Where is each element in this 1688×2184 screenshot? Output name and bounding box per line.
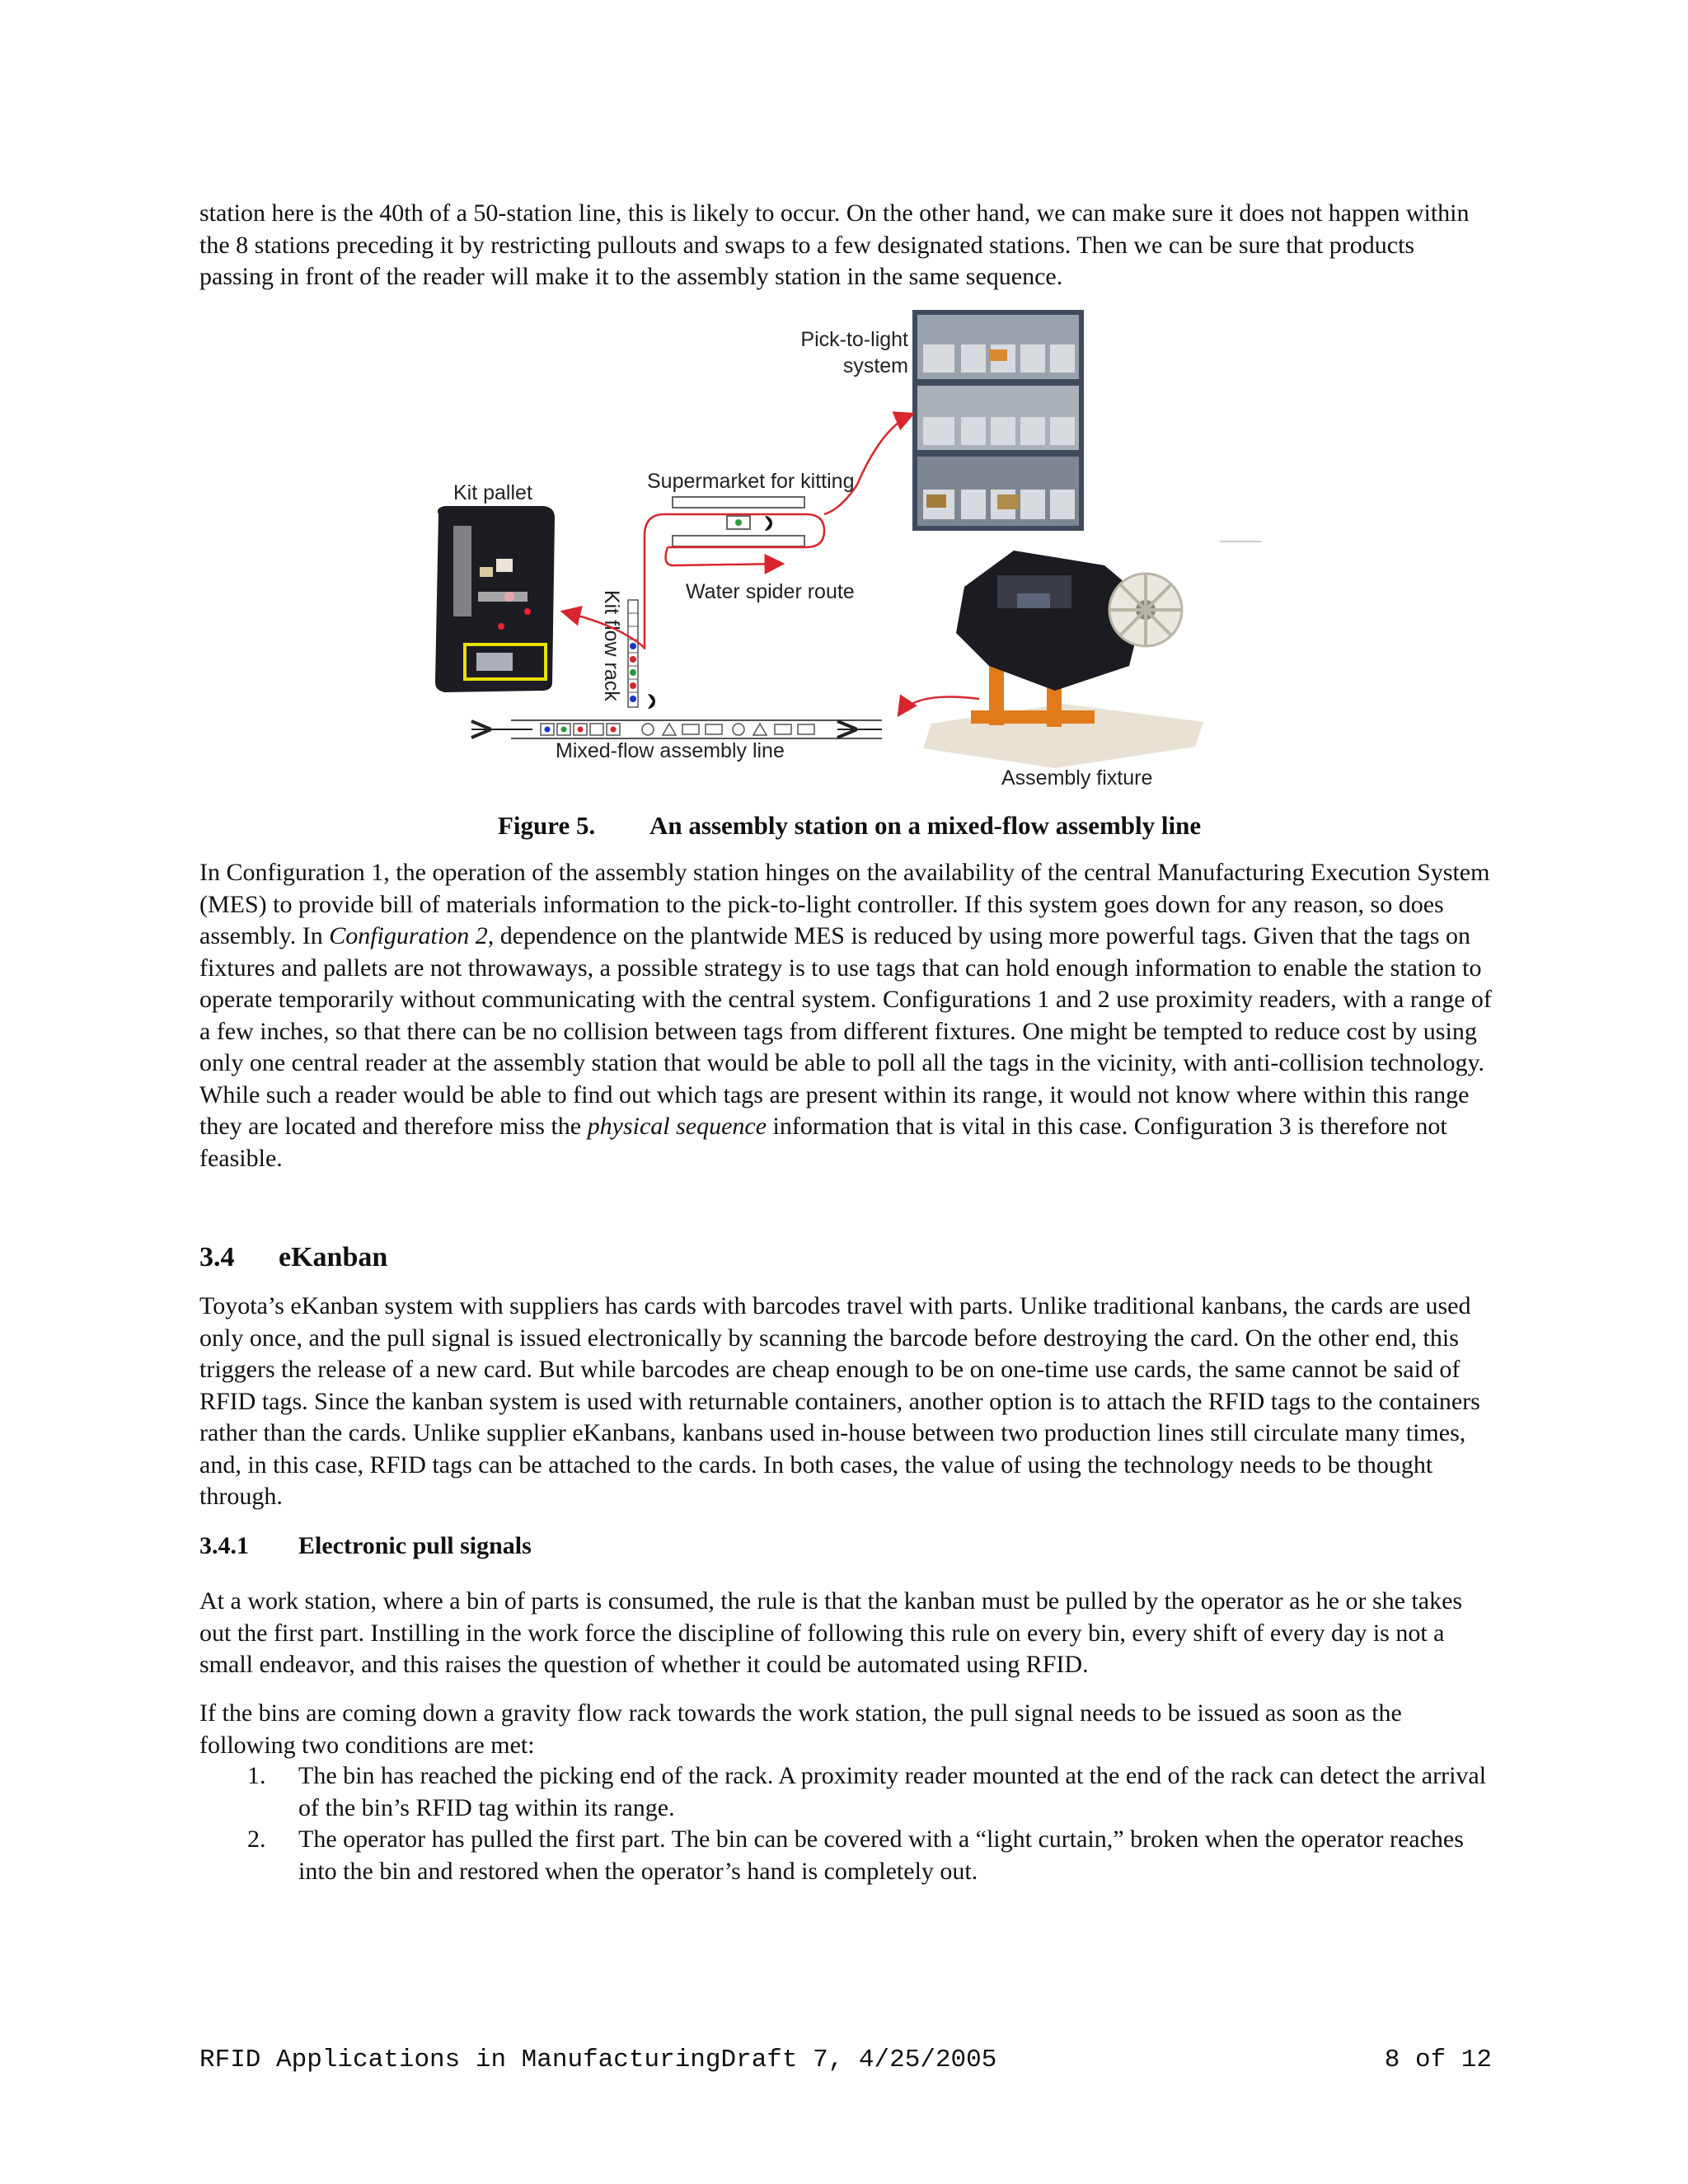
conditions-list bbox=[199, 1760, 1492, 1887]
config-emphasis-2: physical sequence bbox=[587, 1113, 767, 1140]
label-assembly-fixture: Assembly fixture bbox=[1001, 766, 1153, 790]
figure-assembly-station bbox=[420, 303, 1261, 796]
section-title: eKanban bbox=[279, 1242, 388, 1272]
subsection-heading bbox=[199, 1530, 532, 1563]
list-item-number: 2. bbox=[247, 1825, 266, 1853]
subsection-title: Electronic pull signals bbox=[298, 1532, 532, 1559]
intro-paragraph: station here is the 40th of a 50-station line, this is likely to occur. On the other hand, we can make sure it does not happen within the 8 stations preceding it by restricting pullouts and swaps to a few designated stations. Then we can be sure that products passing in front of the reader will make it to the assembly station in the same sequence. bbox=[199, 199, 1470, 290]
section-heading bbox=[199, 1240, 387, 1276]
label-pick-to-light-1: Pick-to-light bbox=[800, 328, 908, 351]
config-emphasis-1: Configuration 2 bbox=[329, 922, 488, 949]
subsection-number: 3.4.1 bbox=[199, 1532, 249, 1559]
label-supermarket: Supermarket for kitting bbox=[647, 470, 855, 493]
section-paragraph: Toyota’s eKanban system with suppliers has cards with barcodes travel with parts. Unlike traditional kanbans, the cards are used only once, and the pull signal is issued electronically by scanning the barcode before destroying the card. On the other end, this triggers the release of a new card. But while barcodes are cheap enough to be on one-time use cards, the same cannot be said of RFID tags. Since the kanban system is used with returnable containers, another option is to attach the RFID tags to the containers rather than the cards. Unlike supplier eKanbans, kanbans used in-house between two production lines still circulate many times, and, in this case, RFID tags can be attached to the cards. In both cases, the value of using the technology needs to be thought through. bbox=[199, 1292, 1480, 1510]
subsection-paragraph-2: If the bins are coming down a gravity flow rack towards the work station, the pull signal needs to be issued as soon as the following two conditions are met: bbox=[199, 1699, 1402, 1759]
figure-diagram bbox=[420, 303, 1261, 796]
config-text-1: In Configuration 1, the operation of the assembly station hinges on the availability of the central Manufacturing Execution System (MES) to provide bill of materials information to the pick-to-light controller. If this system goes down for any reason, so does assembly. In bbox=[199, 859, 1490, 949]
section-number: 3.4 bbox=[199, 1242, 235, 1272]
footer-document-title: RFID Applications in ManufacturingDraft 7, 4/25/2005 bbox=[199, 2046, 997, 2074]
list-item-text: The operator has pulled the first part. The bin can be covered with a “light curtain,” broken when the operator reaches into the bin and restored when the operator’s hand is completely out. bbox=[298, 1825, 1464, 1885]
figure-caption-label: Figure 5. bbox=[498, 811, 596, 840]
assembly-fixture-image bbox=[923, 551, 1203, 768]
config-text-2: , dependence on the plantwide MES is reduced by using more powerful tags. Given that the tags on fixtures and pallets are not throwaways, a possible strategy is to use tags that can hold enough information to enable the station to operate temporarily without communicating with the central system. Configurations 1 and 2 use proximity readers, with a range of a few inches, so that there can be no collision between tags from different fixtures. One might be tempted to reduce cost by using only one central reader at the assembly station that would be able to poll all the tags in the vicinity, with anti-collision technology. While such a reader would be able to find out which tags are present within its range, it would not know where within this range they are located and therefore miss the bbox=[199, 922, 1492, 1140]
kit-pallet-image bbox=[435, 506, 555, 692]
label-assembly-line: Mixed-flow assembly line bbox=[556, 739, 785, 762]
pick-to-light-shelf-image bbox=[912, 310, 1084, 531]
configuration-paragraph bbox=[199, 857, 1492, 1174]
list-item-text: The bin has reached the picking end of the rack. A proximity reader mounted at the end of the rack can detect the arrival of the bin’s RFID tag within its range. bbox=[298, 1762, 1487, 1821]
label-water-spider: Water spider route bbox=[686, 580, 855, 603]
label-kit-pallet: Kit pallet bbox=[453, 481, 532, 504]
figure-caption bbox=[498, 809, 1201, 842]
label-pick-to-light-2: system bbox=[842, 354, 908, 377]
list-item bbox=[199, 1824, 1492, 1887]
subsection-paragraph-1: At a work station, where a bin of parts is consumed, the rule is that the kanban must be pulled by the operator as he or she takes out the first part. Instilling in the work force the discipline of following this rule on every bin, every shift of every day is not a small endeavor, and this raises the question of whether it could be automated using RFID. bbox=[199, 1587, 1463, 1678]
footer-page-number: 8 of 12 bbox=[1384, 2046, 1492, 2074]
list-item bbox=[199, 1760, 1492, 1824]
label-kit-flow-rack: Kit flow rack bbox=[600, 590, 623, 701]
config-text-3: information that is vital in this case. Configuration 3 is therefore not feasible. bbox=[199, 1113, 1447, 1172]
figure-caption-text: An assembly station on a mixed-flow assembly line bbox=[649, 811, 1202, 840]
list-item-number: 1. bbox=[247, 1762, 266, 1789]
